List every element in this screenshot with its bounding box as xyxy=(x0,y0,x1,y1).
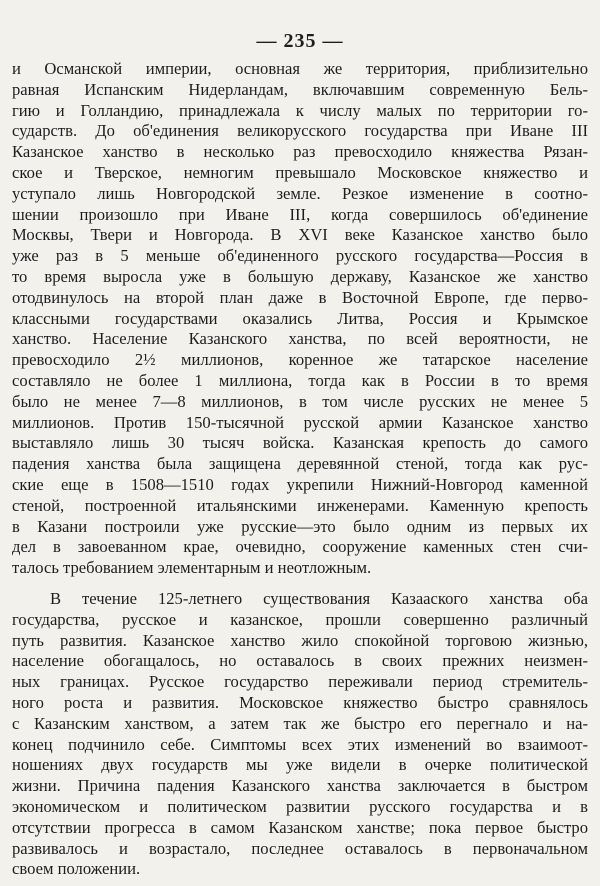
text-line: было не менее 7—8 миллионов, в том числе русских не менее 5 xyxy=(12,391,588,411)
text-line: развивалось и возрастало, последнее оставалось в первоначальном xyxy=(12,838,588,858)
text-line: ханство. Население Казанского ханства, по всей вероятности, не xyxy=(12,329,588,349)
text-line: с Казанским ханством, а затем так же быстро его перегнало и на- xyxy=(12,713,588,733)
text-line: ские еще в 1508—1510 годах укрепили Нижний-Новгород каменной xyxy=(12,474,588,494)
text-line: превосходило 2½ миллионов, коренное же татарское население xyxy=(12,350,588,370)
paragraph-2 xyxy=(12,589,588,880)
text-line: шении произошло при Иване III, когда совершилось об'единение xyxy=(12,204,588,224)
text-line: равная Испанским Нидерландам, включавшим современную Бель- xyxy=(12,79,588,99)
text-line: отодвинулось на второй план даже в Восточной Европе, где перво- xyxy=(12,287,588,307)
text-line: население обогащалось, но оставалось в своих прежних неизмен- xyxy=(12,651,588,671)
text-line: классными государствами оказались Литва, Россия и Крымское xyxy=(12,308,588,328)
text-line: Москвы, Твери и Новгорода. В XVI веке Казанское ханство было xyxy=(12,225,588,245)
text-line: сударств. До об'единения великорусского государства при Иване III xyxy=(12,121,588,141)
text-line: миллионов. Против 150-тысячной русской армии Казанское ханство xyxy=(12,412,588,432)
text-line: ного роста и развития. Московское княжество быстро сравнялось xyxy=(12,692,588,712)
text-line: стеной, построенной итальянскими инженерами. Каменную крепость xyxy=(12,495,588,515)
paragraph-1 xyxy=(12,59,588,579)
text-line: в Казани построили уже русские—это было одним из первых их xyxy=(12,516,588,536)
text-line: выставляло лишь 30 тысяч войска. Казанская крепость до самого xyxy=(12,433,588,453)
text-line: ношениях двух государств мы уже видели в очерке политической xyxy=(12,755,588,775)
text-line: В течение 125-летнего существования Казааского ханства оба xyxy=(50,589,588,608)
text-line: дел в завоеванном крае, очевидно, сооружение каменных стен счи- xyxy=(12,537,588,557)
text-line: отсутствии прогресса в самом Казанском ханстве; пока первое быстро xyxy=(12,817,588,837)
text-line: государства, русское и казанское, прошли совершенно различный xyxy=(12,609,588,629)
text-line: талось требованием элементарным и неотложным. xyxy=(12,558,372,578)
text-line: составляло не более 1 миллиона, тогда как в России в то время xyxy=(12,370,588,390)
text-line: падения ханства была защищена деревянной стеной, тогда как рус- xyxy=(12,454,588,474)
text-line: то время выросла уже в большую державу, Казанское же ханство xyxy=(12,266,588,286)
text-line: экономическом и политическом развитии русского государства и в xyxy=(12,796,588,816)
text-line: ское и Тверское, немногим превышало Московское княжество и xyxy=(12,162,588,182)
text-line: гию и Голландию, принадлежала к числу малых по территории го- xyxy=(12,100,588,120)
text-line: жизни. Причина падения Казанского ханства заключается в быстром xyxy=(12,776,588,796)
text-line: и Османской империи, основная же территория, приблизительно xyxy=(12,59,588,78)
text-line: Казанское ханство в несколько раз превосходило княжества Рязан- xyxy=(12,142,588,162)
text-line: уже раз в 5 меньше об'единенного русского государства—Россия в xyxy=(12,246,588,266)
text-line: конец подчинило себе. Симптомы всех этих изменений во взаимоот- xyxy=(12,734,588,754)
text-line: путь развития. Казанское ханство жило спокойной торговою жизнью, xyxy=(12,630,588,650)
page-number: — 235 — xyxy=(256,30,344,52)
text-line: уступало лишь Новгородской земле. Резкое изменение в соотно- xyxy=(12,183,588,203)
text-line: ных границах. Русское государство переживали период стремитель- xyxy=(12,672,588,692)
text-line: своем положении. xyxy=(12,859,141,879)
